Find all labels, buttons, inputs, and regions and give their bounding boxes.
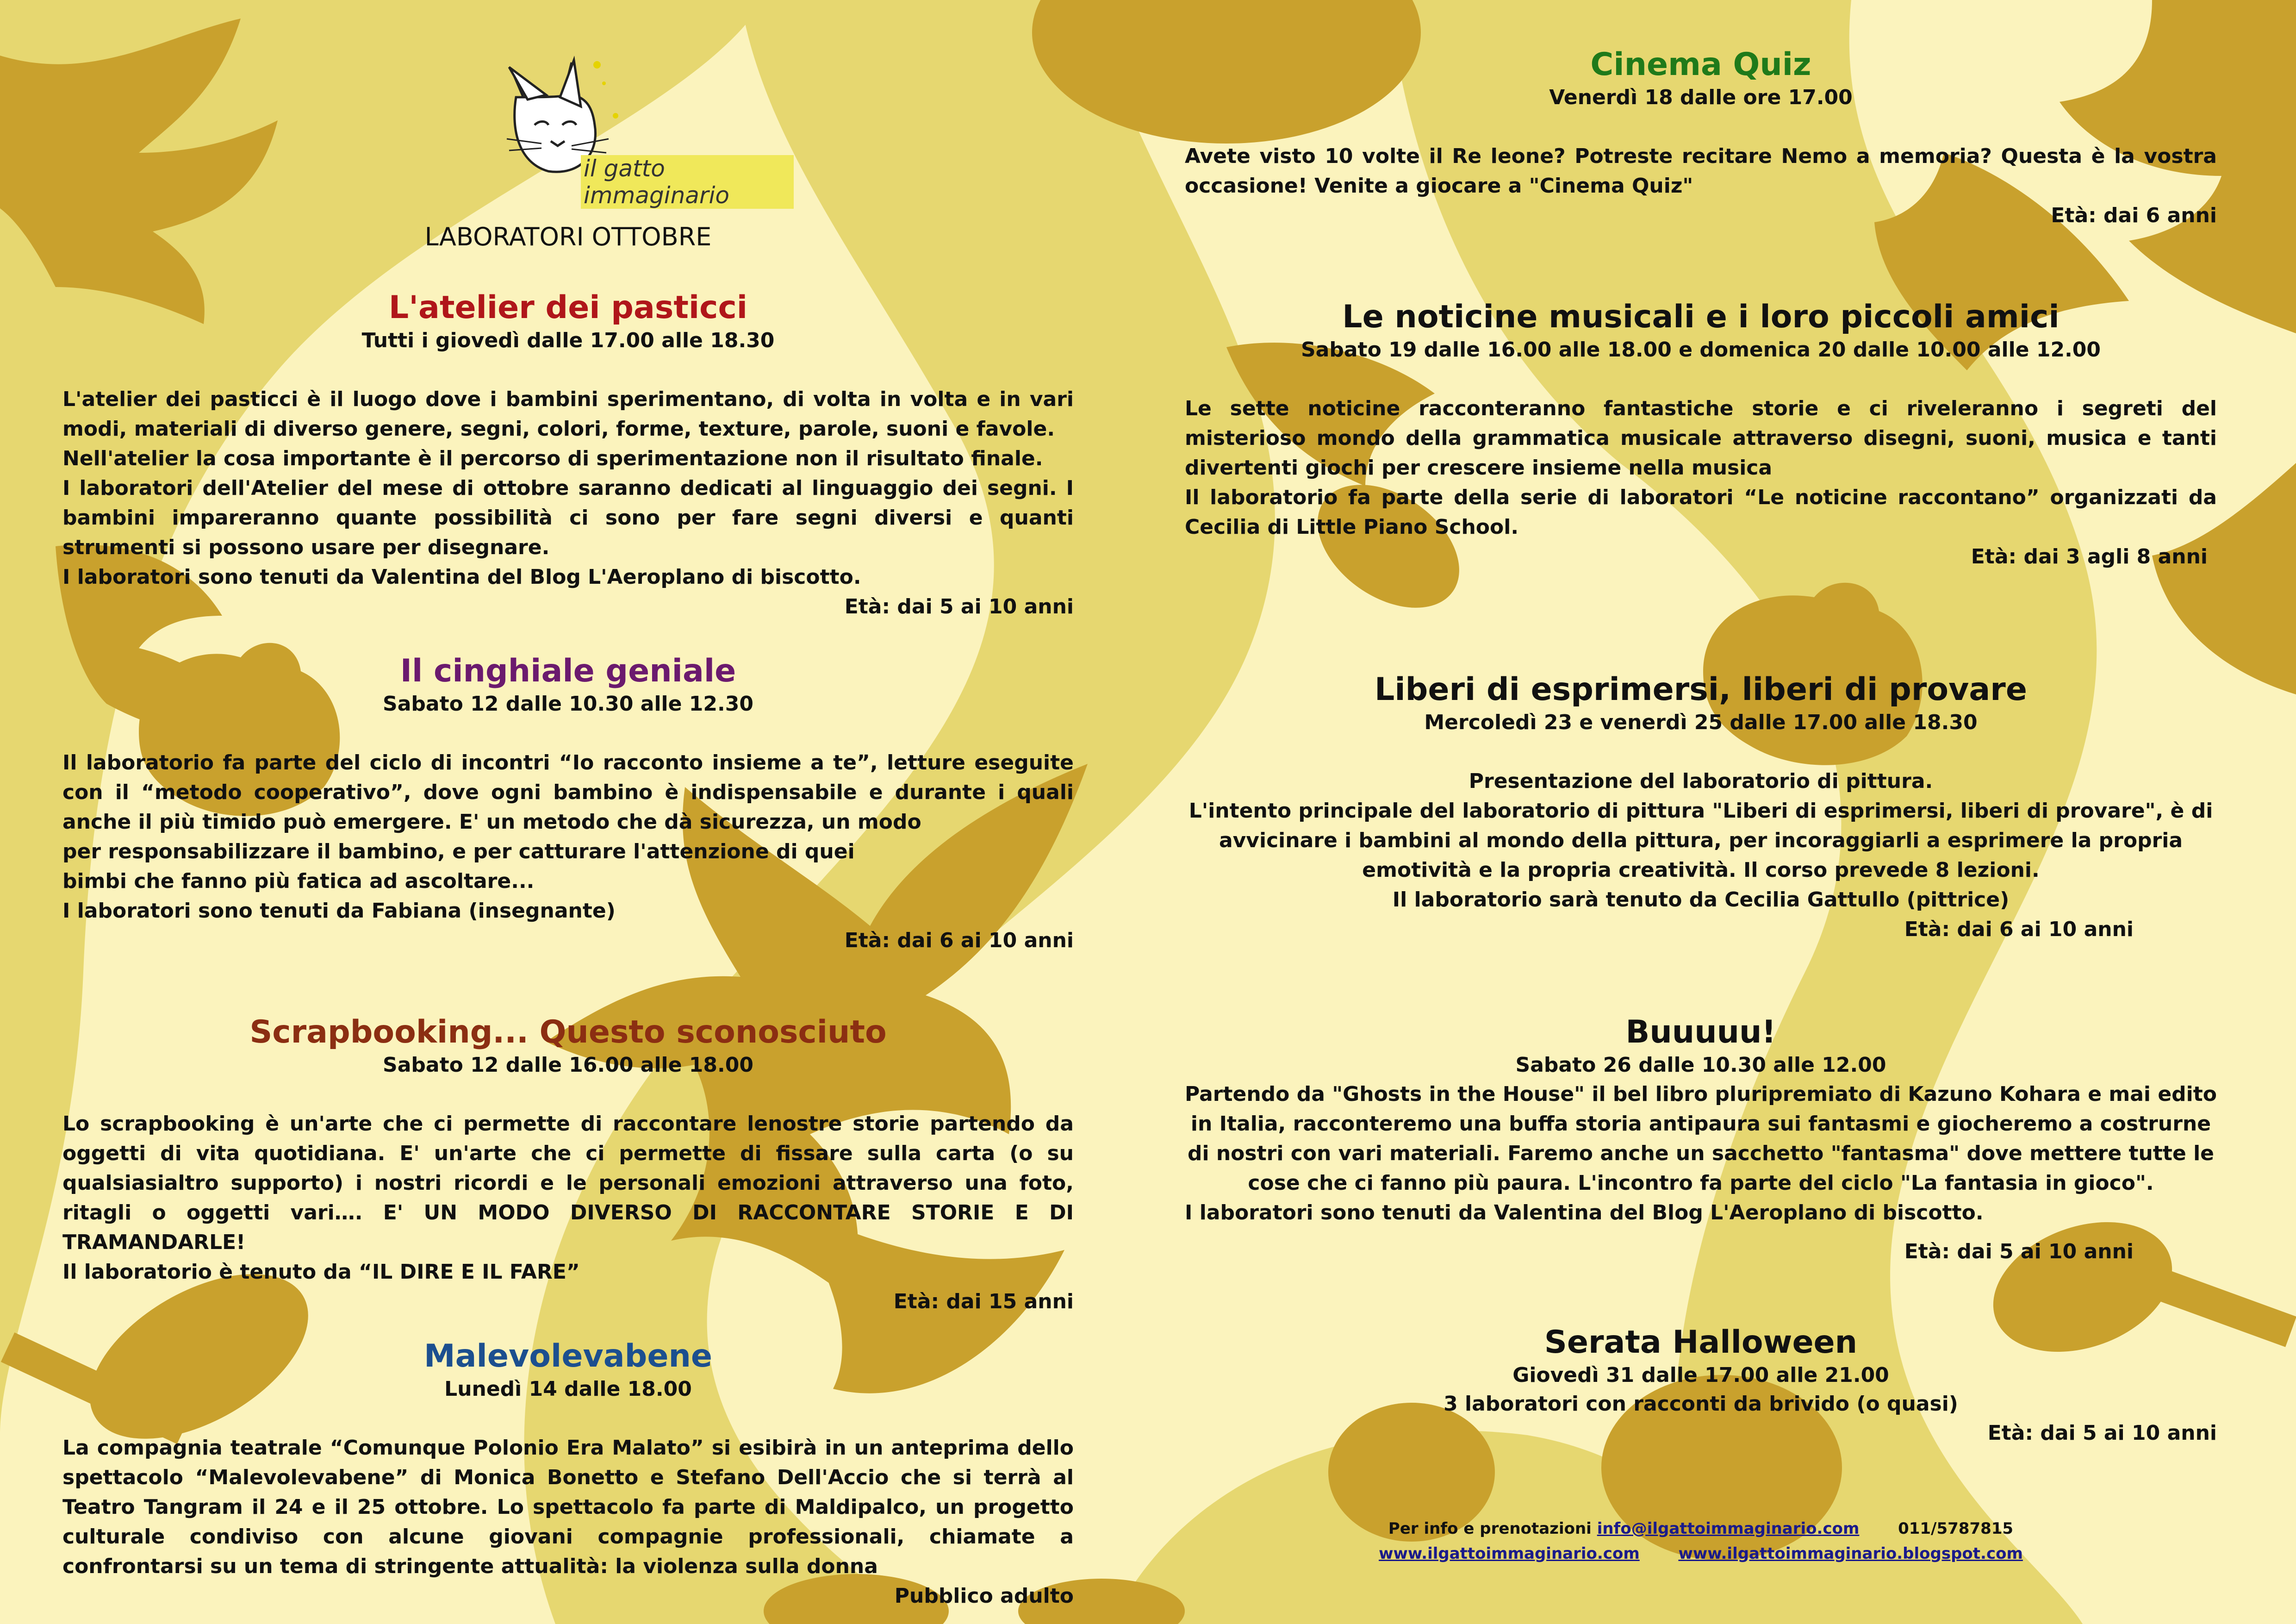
event-title: Serata Halloween xyxy=(1544,1324,1858,1361)
event-liberi-di-esprimersi xyxy=(1185,671,2217,944)
event-schedule: Sabato 26 dalle 10.30 alle 12.00 xyxy=(1515,1053,1886,1077)
event-description xyxy=(62,1433,1074,1581)
event-schedule: Lunedì 14 dalle 18.00 xyxy=(444,1377,692,1401)
event-atelier-pasticci xyxy=(62,289,1074,622)
description-paragraph: Lo scrapbooking è un'arte che ci permette di raccontare lenostre storie partendo da oggetti di vita quotidiana. E' un'arte che ci permette di fissare sulla carta (o su qualsiasialtro supporto) i nostri ricordi e le personali emozioni attraverso una foto, ritagli o oggetti vari…. E' UN MODO DIVERSO DI RACCONTARE STORIE E DI TRAMANDARLE! xyxy=(62,1112,1074,1254)
footer-line-1 xyxy=(1185,1516,2217,1541)
event-description xyxy=(1185,142,2217,201)
event-title: Le noticine musicali e i loro piccoli amici xyxy=(1342,299,2060,335)
description-paragraph: Presentazione del laboratorio di pittura. xyxy=(1468,769,1933,793)
event-title: Liberi di esprimersi, liberi di provare xyxy=(1375,671,2027,708)
description-paragraph: I laboratori sono tenuti da Valentina del Blog L'Aeroplano di biscotto. xyxy=(1185,1201,1984,1224)
event-age: Età: dai 5 ai 10 anni xyxy=(1904,1240,2134,1263)
footer-line-2 xyxy=(1185,1541,2217,1566)
event-age: Età: dai 5 ai 10 anni xyxy=(844,595,1074,618)
footer-contacts xyxy=(1185,1516,2217,1566)
event-title: Scrapbooking... Questo sconosciuto xyxy=(249,1014,887,1050)
event-title: Il cinghiale geniale xyxy=(400,653,736,689)
event-age: Età: dai 5 ai 10 anni xyxy=(1987,1421,2217,1445)
description-paragraph: La compagnia teatrale “Comunque Polonio Era Malato” si esibirà in un anteprima dello spettacolo “Malevolevabene” di Monica Bonetto e Stefano Dell'Accio che si terrà al Teatro Tangram il 24 e il 25 ottobre. Lo spettacolo fa parte di Maldipalco, un progetto culturale condiviso con alcune giovani compagnie professionali, chiamate a confrontarsi su un tema di stringente attualità: la violenza sulla donna xyxy=(62,1436,1074,1578)
event-schedule: Sabato 19 dalle 16.00 alle 18.00 e domenica 20 dalle 10.00 alle 12.00 xyxy=(1300,338,2101,362)
description-paragraph: I laboratori dell'Atelier del mese di ottobre saranno dedicati al linguaggio dei segni. I bambini impareranno quante possibilità ci sono per fare segni diversi e quanti strumenti si possono usare per disegnare. xyxy=(62,476,1074,559)
event-cinghiale-geniale xyxy=(62,653,1074,956)
description-paragraph: Il laboratorio è tenuto da “IL DIRE E IL FARE” xyxy=(62,1260,580,1284)
event-malevolevabene xyxy=(62,1338,1074,1611)
month-title: LABORATORI OTTOBRE xyxy=(424,222,712,251)
event-age: Pubblico adulto xyxy=(894,1584,1074,1608)
event-description xyxy=(62,385,1074,592)
event-title: L'atelier dei pasticci xyxy=(388,289,748,326)
description-paragraph: L'atelier dei pasticci è il luogo dove i bambini sperimentano, di volta in volta e in vari modi, materiali di diverso genere, segni, colori, forme, texture, parole, suoni e favole. xyxy=(62,387,1074,441)
description-paragraph: Partendo da "Ghosts in the House" il bel libro pluripremiato di Kazuno Kohara e mai edito in Italia, racconteremo una buffa storia antipaura sui fantasmi e giocheremo a costrurne di nostri con vari materiali. Faremo anche un sacchetto "fantasma" dove mettere tutte le cose che ci fanno più paura. L'incontro fa parte del ciclo "La fantasia in gioco". xyxy=(1185,1082,2217,1195)
event-noticine-musicali xyxy=(1185,299,2217,572)
description-paragraph: Il laboratorio sarà tenuto da Cecilia Gattullo (pittrice) xyxy=(1392,888,2010,912)
description-paragraph: I laboratori sono tenuti da Fabiana (insegnante) xyxy=(62,899,616,923)
event-age: Età: dai 15 anni xyxy=(893,1290,1074,1313)
event-age: Età: dai 3 agli 8 anni xyxy=(1971,545,2208,568)
event-title: Buuuuu! xyxy=(1625,1014,1776,1050)
event-age: Età: dai 6 ai 10 anni xyxy=(1904,918,2134,941)
event-description: 3 laboratori con racconti da brivido (o quasi) xyxy=(1444,1392,1958,1416)
event-description xyxy=(1185,767,2217,915)
description-paragraph: Avete visto 10 volte il Re leone? Potreste recitare Nemo a memoria? Questa è la vostra occasione! Venite a giocare a "Cinema Quiz" xyxy=(1185,144,2217,198)
blog-link[interactable]: www.ilgattoimmaginario.blogspot.com xyxy=(1678,1544,2023,1563)
event-age: Età: dai 6 ai 10 anni xyxy=(844,929,1074,952)
event-schedule: Venerdì 18 dalle ore 17.00 xyxy=(1549,86,1853,109)
phone-number: 011/5787815 xyxy=(1898,1519,2014,1538)
event-serata-halloween xyxy=(1185,1324,2217,1448)
event-schedule: Mercoledì 23 e venerdì 25 dalle 17.00 alle 18.30 xyxy=(1424,711,1978,734)
description-paragraph: per responsabilizzare il bambino, e per catturare l'attenzione di quei xyxy=(62,840,855,863)
event-buuuuu xyxy=(1185,1014,2217,1267)
website-link[interactable]: www.ilgattoimmaginario.com xyxy=(1379,1544,1640,1563)
description-paragraph: Il laboratorio fa parte della serie di laboratori “Le noticine raccontano” organizzati da Cecilia di Little Piano School. xyxy=(1185,486,2217,539)
event-description xyxy=(1185,1080,2217,1228)
description-paragraph: I laboratori sono tenuti da Valentina del Blog L'Aeroplano di biscotto. xyxy=(62,565,861,589)
info-label: Per info e prenotazioni xyxy=(1388,1519,1592,1538)
description-paragraph: bimbi che fanno più fatica ad ascoltare... xyxy=(62,869,535,893)
event-description xyxy=(62,1109,1074,1287)
event-cinema-quiz xyxy=(1185,46,2217,231)
description-paragraph: Le sette noticine racconteranno fantastiche storie e ci riveleranno i segreti del misterioso mondo della grammatica musicale attraverso disegni, suoni, musica e tanti divertenti giochi per crescere insieme nella musica xyxy=(1185,397,2217,480)
description-paragraph: L'intento principale del laboratorio di pittura "Liberi di esprimersi, liberi di provare", è di avvicinare i bambini al mondo della pittura, per incoraggiarli a esprimere la propria emotività e la propria creatività. Il corso prevede 8 lezioni. xyxy=(1188,799,2213,882)
email-link[interactable]: info@ilgattoimmaginario.com xyxy=(1597,1519,1860,1538)
description-paragraph: Il laboratorio fa parte del ciclo di incontri “Io racconto insieme a te”, letture eseguite con il “metodo cooperativo”, dove ogni bambino è indispensabile e durante i quali anche il più timido può emergere. E' un metodo che dà sicurezza, un modo xyxy=(62,751,1074,834)
event-age: Età: dai 6 anni xyxy=(2051,204,2217,227)
description-paragraph: Nell'atelier la cosa importante è il percorso di sperimentazione non il risultato finale. xyxy=(62,447,1043,470)
event-scrapbooking xyxy=(62,1014,1074,1317)
event-description xyxy=(62,748,1074,926)
event-title: Cinema Quiz xyxy=(1590,46,1811,83)
event-schedule: Giovedì 31 dalle 17.00 alle 21.00 xyxy=(1512,1363,1889,1387)
brand-logo xyxy=(433,51,794,209)
event-description xyxy=(1185,394,2217,542)
event-title: Malevolevabene xyxy=(424,1338,712,1374)
event-schedule: Tutti i giovedì dalle 17.00 alle 18.30 xyxy=(361,329,775,352)
brand-name: il gatto immaginario xyxy=(581,155,794,209)
event-schedule: Sabato 12 dalle 10.30 alle 12.30 xyxy=(383,692,753,716)
event-schedule: Sabato 12 dalle 16.00 alle 18.00 xyxy=(383,1053,753,1077)
